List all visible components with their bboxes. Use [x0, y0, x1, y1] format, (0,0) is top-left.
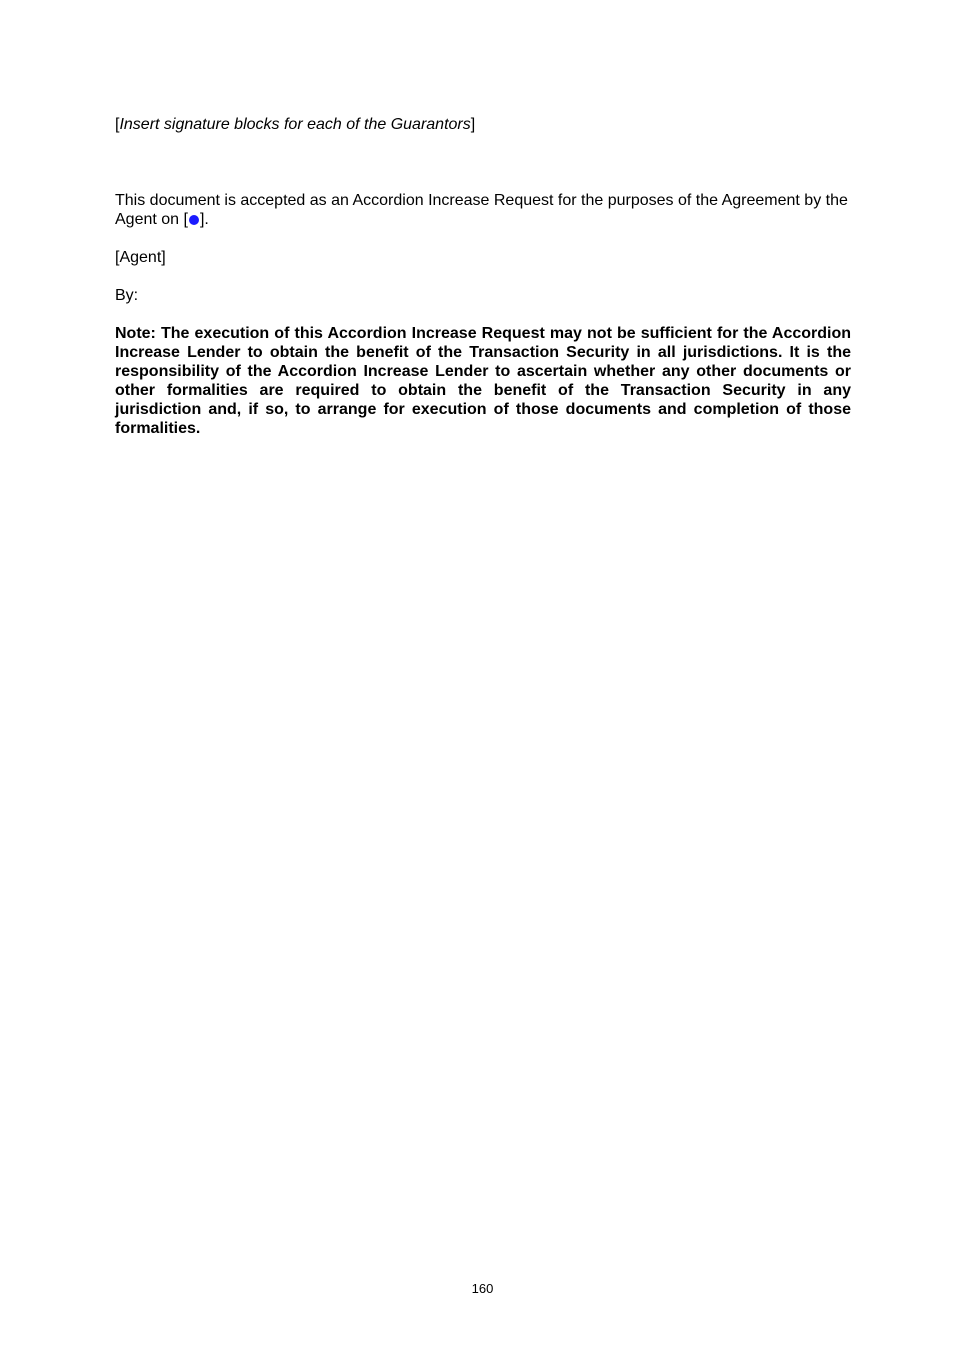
signature-block-instruction — [115, 115, 851, 134]
open-bracket: [ — [115, 116, 120, 133]
acceptance-text: This document is accepted as an Accordion Increase Request for the purposes of the Agreement by the Agent on [ — [115, 192, 848, 228]
acceptance-statement — [115, 191, 851, 229]
agent-label: [Agent] — [115, 249, 166, 266]
close-bracket: ] — [470, 116, 476, 133]
execution-note: Note: The execution of this Accordion Increase Request may not be sufficient for the Accordion Increase Lender to obtain the benefit of the Transaction Security in all jurisdictions. It is the responsibility of the Accordion Increase Lender to ascertain whether any other documents or other formalities are required to obtain the benefit of the Transaction Security in any jurisdiction and, if so, to arrange for execution of those documents and completion of those formalities. — [115, 325, 851, 437]
acceptance-text-end: ]. — [199, 211, 209, 228]
by-label: By: — [115, 287, 139, 304]
page-number: 160 — [471, 1281, 494, 1296]
signature-instruction-text: Insert signature blocks for each of the Guarantors — [119, 116, 471, 133]
date-placeholder-bullet-icon — [189, 215, 199, 225]
